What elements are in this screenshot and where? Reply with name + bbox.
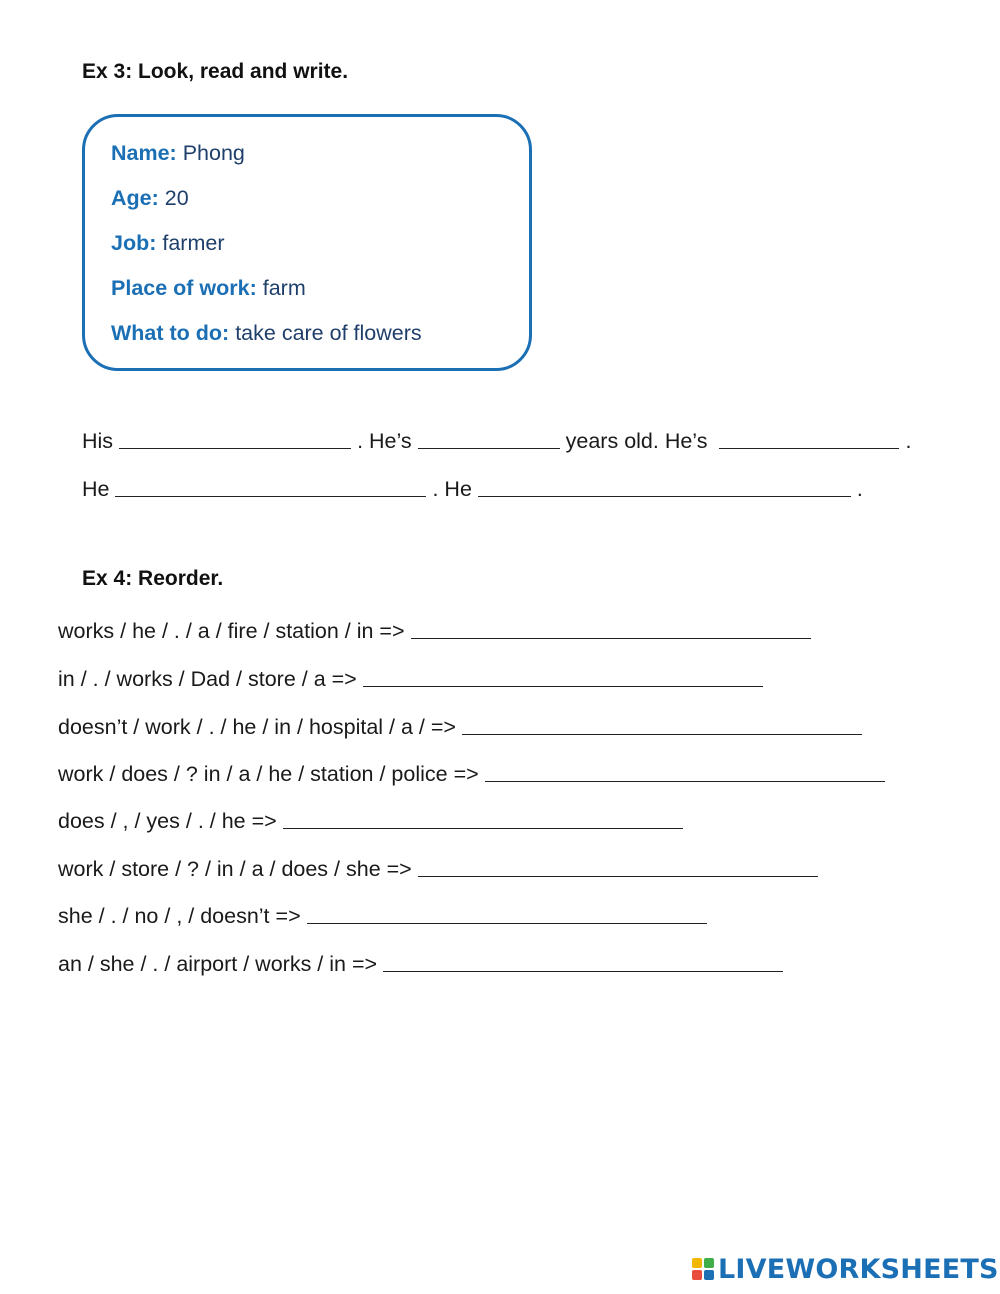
place-answer-blank[interactable]: [115, 474, 426, 497]
reorder-answer-blank[interactable]: [462, 712, 862, 735]
sentence-text: He: [82, 477, 110, 501]
card-label: Name:: [111, 141, 177, 165]
reorder-item: [58, 948, 789, 978]
reorder-prompt: in / . / works / Dad / store / a =>: [58, 667, 357, 691]
reorder-item: [58, 900, 713, 930]
card-row-job: [111, 229, 225, 257]
card-label: What to do:: [111, 321, 230, 345]
reorder-prompt: an / she / . / airport / works / in =>: [58, 952, 378, 976]
reorder-item: [58, 758, 891, 788]
card-value: farmer: [162, 231, 225, 255]
reorder-item: [58, 663, 769, 693]
card-value: take care of flowers: [235, 321, 422, 345]
name-answer-blank[interactable]: [119, 426, 351, 449]
todo-answer-blank[interactable]: [478, 474, 851, 497]
reorder-answer-blank[interactable]: [363, 664, 763, 687]
reorder-item: [58, 711, 868, 741]
reorder-prompt: work / does / ? in / a / he / station / police =>: [58, 762, 479, 786]
card-row-age: [111, 184, 189, 212]
card-value: 20: [164, 186, 189, 210]
reorder-answer-blank[interactable]: [283, 806, 683, 829]
card-label: Job:: [111, 231, 157, 255]
job-answer-blank[interactable]: [719, 426, 899, 449]
reorder-item: [58, 805, 689, 835]
ex3-sentence-1: [82, 425, 911, 455]
sentence-text: . He’s: [357, 429, 412, 453]
card-label: Place of work:: [111, 276, 257, 300]
sentence-text: .: [856, 477, 863, 501]
profile-card: [82, 114, 532, 371]
sentence-text: .: [905, 429, 912, 453]
reorder-prompt: she / . / no / , / doesn’t =>: [58, 904, 301, 928]
logo-blocks-icon: [692, 1258, 714, 1280]
card-row-place: [111, 274, 306, 302]
logo-text: LIVEWORKSHEETS: [718, 1253, 999, 1285]
reorder-prompt: doesn’t / work / . / he / in / hospital / a / =>: [58, 715, 456, 739]
card-row-name: [111, 139, 245, 167]
card-label: Age:: [111, 186, 159, 210]
ex3-heading: Ex 3: Look, read and write.: [82, 60, 349, 83]
liveworksheets-logo: [692, 1253, 999, 1285]
sentence-text: His: [82, 429, 114, 453]
reorder-item: [58, 853, 824, 883]
reorder-answer-blank[interactable]: [485, 759, 885, 782]
sentence-text: . He: [432, 477, 472, 501]
reorder-prompt: work / store / ? / in / a / does / she =>: [58, 857, 412, 881]
reorder-answer-blank[interactable]: [383, 949, 783, 972]
reorder-answer-blank[interactable]: [307, 901, 707, 924]
ex3-sentence-2: [82, 473, 863, 503]
sentence-text: years old. He’s: [565, 429, 708, 453]
card-value: Phong: [182, 141, 245, 165]
card-value: farm: [262, 276, 306, 300]
age-answer-blank[interactable]: [418, 426, 560, 449]
ex4-heading: Ex 4: Reorder.: [82, 567, 224, 590]
reorder-answer-blank[interactable]: [411, 616, 811, 639]
reorder-answer-blank[interactable]: [418, 854, 818, 877]
reorder-prompt: does / , / yes / . / he =>: [58, 809, 277, 833]
card-row-todo: [111, 319, 422, 347]
reorder-prompt: works / he / . / a / fire / station / in =>: [58, 619, 405, 643]
reorder-item: [58, 615, 817, 645]
